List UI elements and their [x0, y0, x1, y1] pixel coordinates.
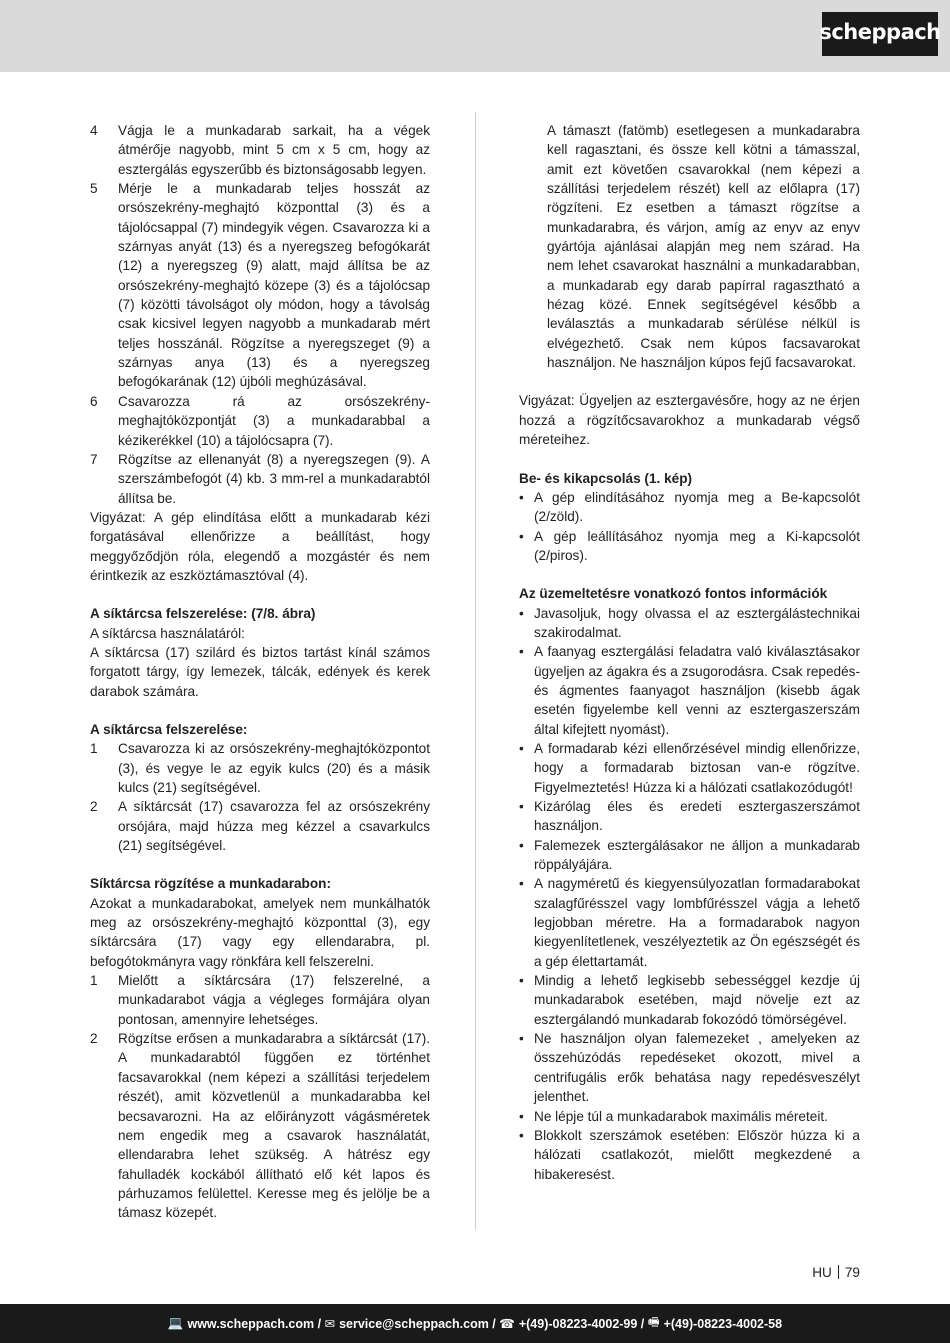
footer-email[interactable]: service@scheppach.com / [339, 1316, 496, 1331]
section-heading-info: Az üzemeltetésre vonatkozó fontos információk [519, 586, 828, 602]
page-footer [0, 1304, 950, 1343]
step-4: 4 Vágja le a munkadarab sarkait, ha a végek átmérője nagyobb, mint 5 cm x 5 cm, hogy az esztergálás egyszerűbb és biztonságosabb legyen. [90, 123, 430, 177]
support-paragraph: A támaszt (fatömb) esetlegesen a munkadarabra kell ragasztani, és össze kell kötni a támasszal, amit ezt követően csavarokkal (nem képezi a szállítási terjedelem részét) kell az előlapra (17) rögzíteni. Ez esetben a támaszt rögzítse a munkadarabra, és várjon, amíg az enyv az enyv gyártója ajánlásai alapján meg nem szárad. Ha nem lehet csavarokat használni a munkadarabban, a munkadarab egy darab papírral ragasztható a hézag közé. Ennek segítségével később a leválasztás a munkadarab sérülése nélkül is elvégezhető. Csak nem kúpos facsavarokat használjon. Ne használjon kúpos fejű facsavarokat. [547, 123, 860, 371]
list-item: • Ne használjon olyan falemezeket , amelyeken az összehúzódás repedéseket okozott, mivel a centrifugális erők behatása nagy repedésveszélyt jelenthet. [519, 1031, 860, 1105]
brand-logo: scheppach [822, 12, 938, 56]
right-column [519, 121, 860, 1184]
info-list [519, 604, 860, 1184]
warning-paragraph-2: Vigyázat: Ügyeljen az esztergavésőre, hogy az ne érjen hozzá a rögzítőcsavarokhoz a munkadarab végső méreteihez. [519, 393, 860, 448]
section-heading-fix: Síktárcsa rögzítése a munkadarabon: [90, 876, 331, 892]
list-item: • Javasoljuk, hogy olvassa el az esztergálástechnikai szakirodalmat. [519, 605, 860, 640]
footer-website[interactable]: www.scheppach.com / [187, 1316, 322, 1331]
list-item: • A gép elindításához nyomja meg a Be-kapcsolót (2/zöld). [519, 489, 860, 525]
step-7: 7 Rögzítse az ellenanyát (8) a nyeregszegen (9). A szerszámbefogót (4) kb. 3 mm-rel a munkadarabtól állítsa be. [90, 451, 430, 506]
footer-fax: +(49)-08223-4002-58 [663, 1316, 783, 1331]
phone-icon: ☎ [499, 1317, 515, 1331]
mail-icon: ✉ [324, 1317, 336, 1331]
list-item: • A formadarab kézi ellenőrzésével mindig ellenőrizze, hogy a formadarab biztosan van-e rögzítve. Figyelmeztetés! Húzza ki a hálózati csatlakozódugót! [519, 740, 860, 795]
faceplate-use-label: A síktárcsa használatáról: [90, 625, 245, 641]
language-code: HU [812, 1265, 832, 1280]
section-heading-mount: A síktárcsa felszerelése: [90, 721, 248, 737]
footer-phone: +(49)-08223-4002-99 / [518, 1316, 645, 1331]
faceplate-use-text: A síktárcsa (17) szilárd és biztos tartást kínál számos forgatott tárgy, így lemezek, tálcák, edények és kerek darabok számára. [90, 644, 430, 699]
warning-paragraph: Vigyázat: A gép elindítása előtt a munkadarab kézi forgatásával ellenőrizze a beállítást, hogy meggyőződjön róla, elegendő a mozgástér és nem érintkezik az eszköztámasztóval (4). [90, 509, 430, 583]
mount-step-2: 2 A síktárcsát (17) csavarozza fel az orsószekrény orsójára, majd húzza meg kézzel a csavarkulcs (21) segítségével. [90, 799, 430, 854]
fax-icon: 🖷 [647, 1315, 660, 1329]
list-item: • Falemezek esztergálásakor ne álljon a munkadarab röppályájára. [519, 837, 860, 873]
left-column [90, 121, 430, 1223]
list-item: • Ne lépje túl a munkadarabok maximális méreteit. [519, 1108, 828, 1124]
step-6: 6 Csavarozza rá az orsószekrény-meghajtóközpontját (3) a munkadarabbal a kézikerékkel (10) a tájolócsapra (7). [90, 393, 430, 448]
fix-step-1: 1 Mielőtt a síktárcsára (17) felszerelné, a munkadarabot vágja a végleges formájára olyan pontosan, amennyire lehetséges. [90, 973, 430, 1027]
section-heading-faceplate: A síktárcsa felszerelése: (7/8. ábra) [90, 606, 316, 622]
page-number [812, 1265, 860, 1280]
list-item: • Kizárólag éles és eredeti esztergaszerszámot használjon. [519, 799, 860, 834]
list-item: • Mindig a lehető legkisebb sebességgel kezdje új munkadarabok esetében, majd növelje ezt az esztergálandó munkadarab fokozódó tömörségével. [519, 973, 860, 1027]
switch-list [519, 488, 860, 565]
fix-step-2: 2 Rögzítse erősen a munkadarabra a síktárcsát (17). A munkadarabtól függően ez történhet facsavarokkal (nem képezi a szállítási terjedelem részét), amit közvetlenül a munkadarabba kel becsavarozni. Ha az előirányzott vágásméretek nem engedik meg a csavarok használatát, ellendarabra lehet szükség. A hátrész egy fahulladék kockából állítható elő két lapos és párhuzamos felülettel. Keresse meg és jelölje be a támasz közepét. [90, 1031, 430, 1221]
page-number-value: 79 [844, 1265, 860, 1280]
list-item: • Blokkolt szerszámok esetében: Először húzza ki a hálózati csatlakozót, mielőtt megkezdené a hibakeresést. [519, 1127, 860, 1182]
fix-intro: Azokat a munkadarabokat, amelyek nem munkálhatók meg az orsószekrény-meghajtó központtal (3), egy síktárcsára (17) vagy egy ellendarabra, pl. befogótokmányra vagy rönkfára kell felszerelni. [90, 895, 430, 969]
column-divider [475, 112, 476, 1230]
list-item: • A faanyag esztergálási feladatra való kiválasztásakor ügyeljen az ágakra és a zsugorodásra. Csak repedés- és ágmentes faanyagot használjon (kisebb ágak esetén figyelembe kell venni az esztergaszerszám által kifejtett nyomást). [519, 644, 860, 737]
list-item: • A nagyméretű és kiegyensúlyozatlan formadarabokat szalagfűrésszel vagy lombfűrésszel vágja a lehető legjobban méretre. Ha a formadarabok nagyon kiegyenlítetlenek, veszélyeztetik az Ön egészségét és a gép élettartamát. [519, 876, 860, 969]
computer-icon: 💻 [167, 1316, 184, 1330]
step-5: 5 Mérje le a munkadarab teljes hosszát az orsószekrény-meghajtó központtal (3) és a tájolócsappal (7) mindegyik végen. Csavarozza ki a szárnyas anyát (13) és a nyeregszeg befogókarát (12) a nyeregszeg (9) alatt, majd állítsa be az orsószekrény-meghajtó közepe (3) és a tájolócsap (7) közötti távolságot oly módon, hogy a távolság csak kicsivel legyen nagyobb a munkadarab mért teljes hosszánál. Rögzítse a nyeregszeget (9) a szárnyas anya (13) és a nyeregszeg befogókarának (12) újbóli meghúzásával. [90, 181, 430, 390]
mount-step-1: 1 Csavarozza ki az orsószekrény-meghajtóközpontot (3), és vegye le az egyik kulcs (20) és a másik kulcs (21) segítségével. [90, 741, 430, 795]
section-heading-switch: Be- és kikapcsolás (1. kép) [519, 470, 693, 486]
list-item: • A gép leállításához nyomja meg a Ki-kapcsolót (2/piros). [519, 528, 860, 563]
page-header [0, 0, 950, 72]
